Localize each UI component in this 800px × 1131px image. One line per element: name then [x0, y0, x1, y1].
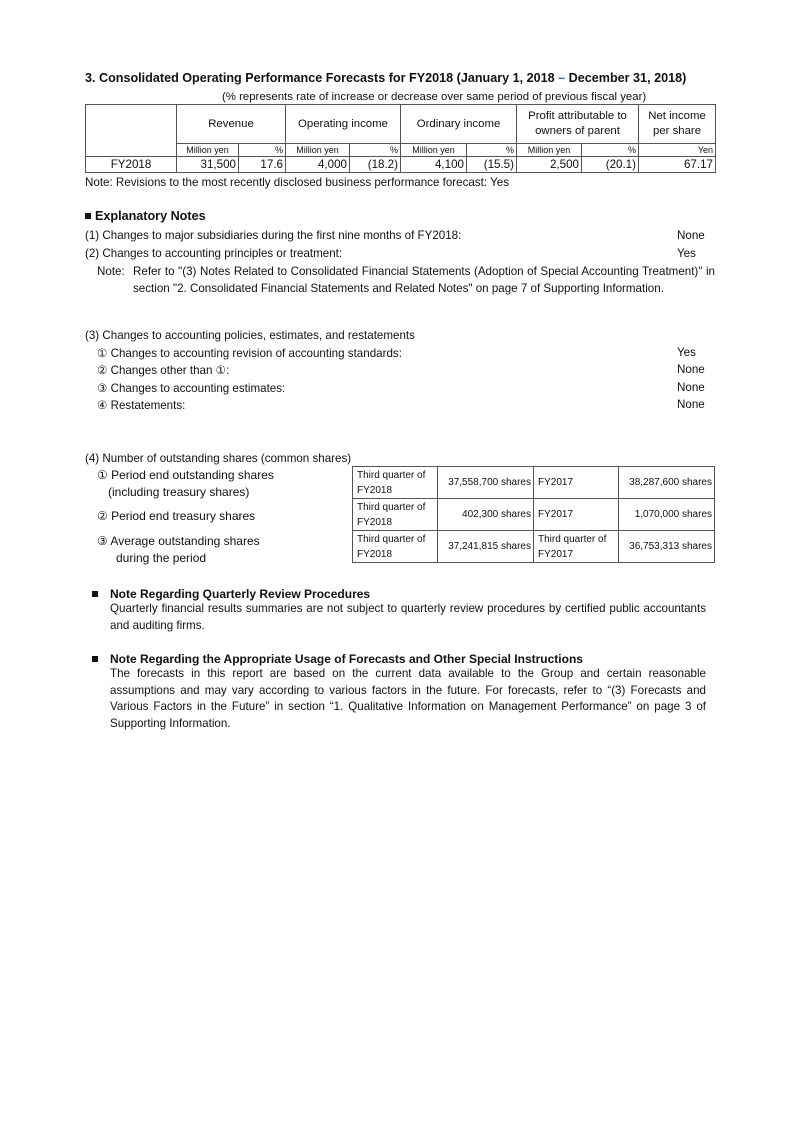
- forecast-title-suffix: December 31, 2018): [565, 71, 687, 85]
- header-profit: Profit attributable to owners of parent: [517, 105, 639, 144]
- explanatory-notes-heading-text: Explanatory Notes: [95, 209, 206, 223]
- item2-reference-note: [97, 264, 715, 297]
- shares-row2-label: ② Period end treasury shares: [97, 509, 256, 523]
- revenue-pct: 17.6: [239, 157, 286, 173]
- shares-table: [352, 466, 715, 563]
- header-empty-cell: [86, 105, 177, 157]
- quarterly-review-heading: [92, 587, 706, 601]
- unit-million-yen: Million yen: [177, 144, 239, 157]
- table-row: [353, 499, 715, 531]
- shares-row1-label-line2: (including treasury shares): [108, 484, 250, 499]
- item2-value: Yes: [677, 247, 696, 260]
- profit-value: 2,500: [517, 157, 582, 173]
- item3-label: (3) Changes to accounting policies, estimates, and restatements: [85, 329, 415, 342]
- ordinary-income-pct: (15.5): [467, 157, 517, 173]
- table-row: [353, 467, 715, 499]
- period2: Third quarter of FY2017: [534, 531, 619, 563]
- header-net-income-per-share: Net income per share: [639, 105, 716, 144]
- profit-pct: (20.1): [582, 157, 639, 173]
- item3-sub4-value: None: [677, 398, 705, 411]
- explanatory-notes-heading: [85, 209, 206, 223]
- shares-row3-label-line2: during the period: [116, 550, 207, 565]
- forecast-header-row: [86, 105, 716, 144]
- value1: 37,241,815 shares: [438, 531, 534, 563]
- quarterly-review-body: Quarterly financial results summaries are not subject to quarterly review procedures by certified public accountants and auditing firms.: [110, 602, 706, 632]
- item1-value: None: [677, 229, 705, 242]
- item2-note-label: Note:: [97, 265, 125, 278]
- row-label: FY2018: [86, 157, 177, 173]
- item3-sub1-value: Yes: [677, 346, 696, 359]
- item3-sub4-label: ④ Restatements:: [97, 399, 186, 412]
- revenue-value: 31,500: [177, 157, 239, 173]
- forecast-usage-heading-text: Note Regarding the Appropriate Usage of Forecasts and Other Special Instructions: [110, 652, 583, 666]
- unit-percent: %: [467, 144, 517, 157]
- forecast-units-row: [86, 144, 716, 157]
- value2: 1,070,000 shares: [619, 499, 715, 531]
- unit-million-yen: Million yen: [401, 144, 467, 157]
- table-row: [86, 157, 716, 173]
- square-bullet-icon: [85, 213, 91, 219]
- shares-row1-label-line1: ① Period end outstanding shares: [97, 468, 274, 482]
- unit-yen: Yen: [639, 144, 716, 157]
- period2: FY2017: [534, 499, 619, 531]
- forecast-revision-note: Note: Revisions to the most recently disclosed business performance forecast: Yes: [85, 176, 510, 189]
- item3-sub3-label: ③ Changes to accounting estimates:: [97, 382, 286, 395]
- header-revenue: Revenue: [177, 105, 286, 144]
- value2: 36,753,313 shares: [619, 531, 715, 563]
- item3-sub1-label: ① Changes to accounting revision of accounting standards:: [97, 347, 402, 360]
- item2-label: (2) Changes to accounting principles or treatment:: [85, 247, 343, 260]
- period2: FY2017: [534, 467, 619, 499]
- forecast-title: [85, 71, 686, 85]
- forecast-title-dash: –: [558, 71, 566, 85]
- ordinary-income-value: 4,100: [401, 157, 467, 173]
- operating-income-value: 4,000: [286, 157, 350, 173]
- shares-row3-label-line1: ③ Average outstanding shares: [97, 534, 260, 548]
- operating-income-pct: (18.2): [350, 157, 401, 173]
- item3-sub2-label: ② Changes other than ①:: [97, 364, 230, 377]
- unit-million-yen: Million yen: [286, 144, 350, 157]
- unit-million-yen: Million yen: [517, 144, 582, 157]
- item3-sub3-value: None: [677, 381, 705, 394]
- forecast-table: [85, 104, 716, 173]
- value1: 37,558,700 shares: [438, 467, 534, 499]
- net-income-per-share-value: 67.17: [639, 157, 716, 173]
- period1: Third quarter of FY2018: [353, 499, 438, 531]
- unit-percent: %: [350, 144, 401, 157]
- forecast-subtitle: (% represents rate of increase or decrease over same period of previous fiscal year): [222, 91, 647, 103]
- forecast-title-prefix: 3. Consolidated Operating Performance Forecasts for FY2018 (January 1, 2018: [85, 71, 559, 85]
- unit-percent: %: [582, 144, 639, 157]
- item2-note-body: Refer to "(3) Notes Related to Consolidated Financial Statements (Adoption of Special Accounting Treatment)" in section "2. Consolidated Financial Statements and Related Notes" on page 7 of Supporting Information.: [133, 265, 715, 295]
- forecast-usage-note: [92, 652, 706, 732]
- quarterly-review-heading-text: Note Regarding Quarterly Review Procedures: [110, 587, 371, 601]
- value1: 402,300 shares: [438, 499, 534, 531]
- period1: Third quarter of FY2018: [353, 531, 438, 563]
- header-operating-income: Operating income: [286, 105, 401, 144]
- item4-label: (4) Number of outstanding shares (common shares): [85, 452, 352, 465]
- header-ordinary-income: Ordinary income: [401, 105, 517, 144]
- unit-percent: %: [239, 144, 286, 157]
- quarterly-review-note: [92, 587, 706, 634]
- item1-label: (1) Changes to major subsidiaries during the first nine months of FY2018:: [85, 229, 462, 242]
- square-bullet-icon: [92, 656, 98, 662]
- period1: Third quarter of FY2018: [353, 467, 438, 499]
- table-row: [353, 531, 715, 563]
- square-bullet-icon: [92, 591, 98, 597]
- item3-sub2-value: None: [677, 363, 705, 376]
- forecast-usage-heading: [92, 652, 706, 666]
- value2: 38,287,600 shares: [619, 467, 715, 499]
- shares-row3-label: [97, 533, 260, 566]
- forecast-usage-body: The forecasts in this report are based on the current data available to the Group and certain reasonable assumptions and may vary according to various factors in the future. For forecasts, refer to “(3) Forecasts and Various Factors in the Future” in section “1. Qualitative Information on Management Performance” on page 3 of Supporting Information.: [110, 667, 706, 730]
- shares-row1-label: [97, 467, 274, 500]
